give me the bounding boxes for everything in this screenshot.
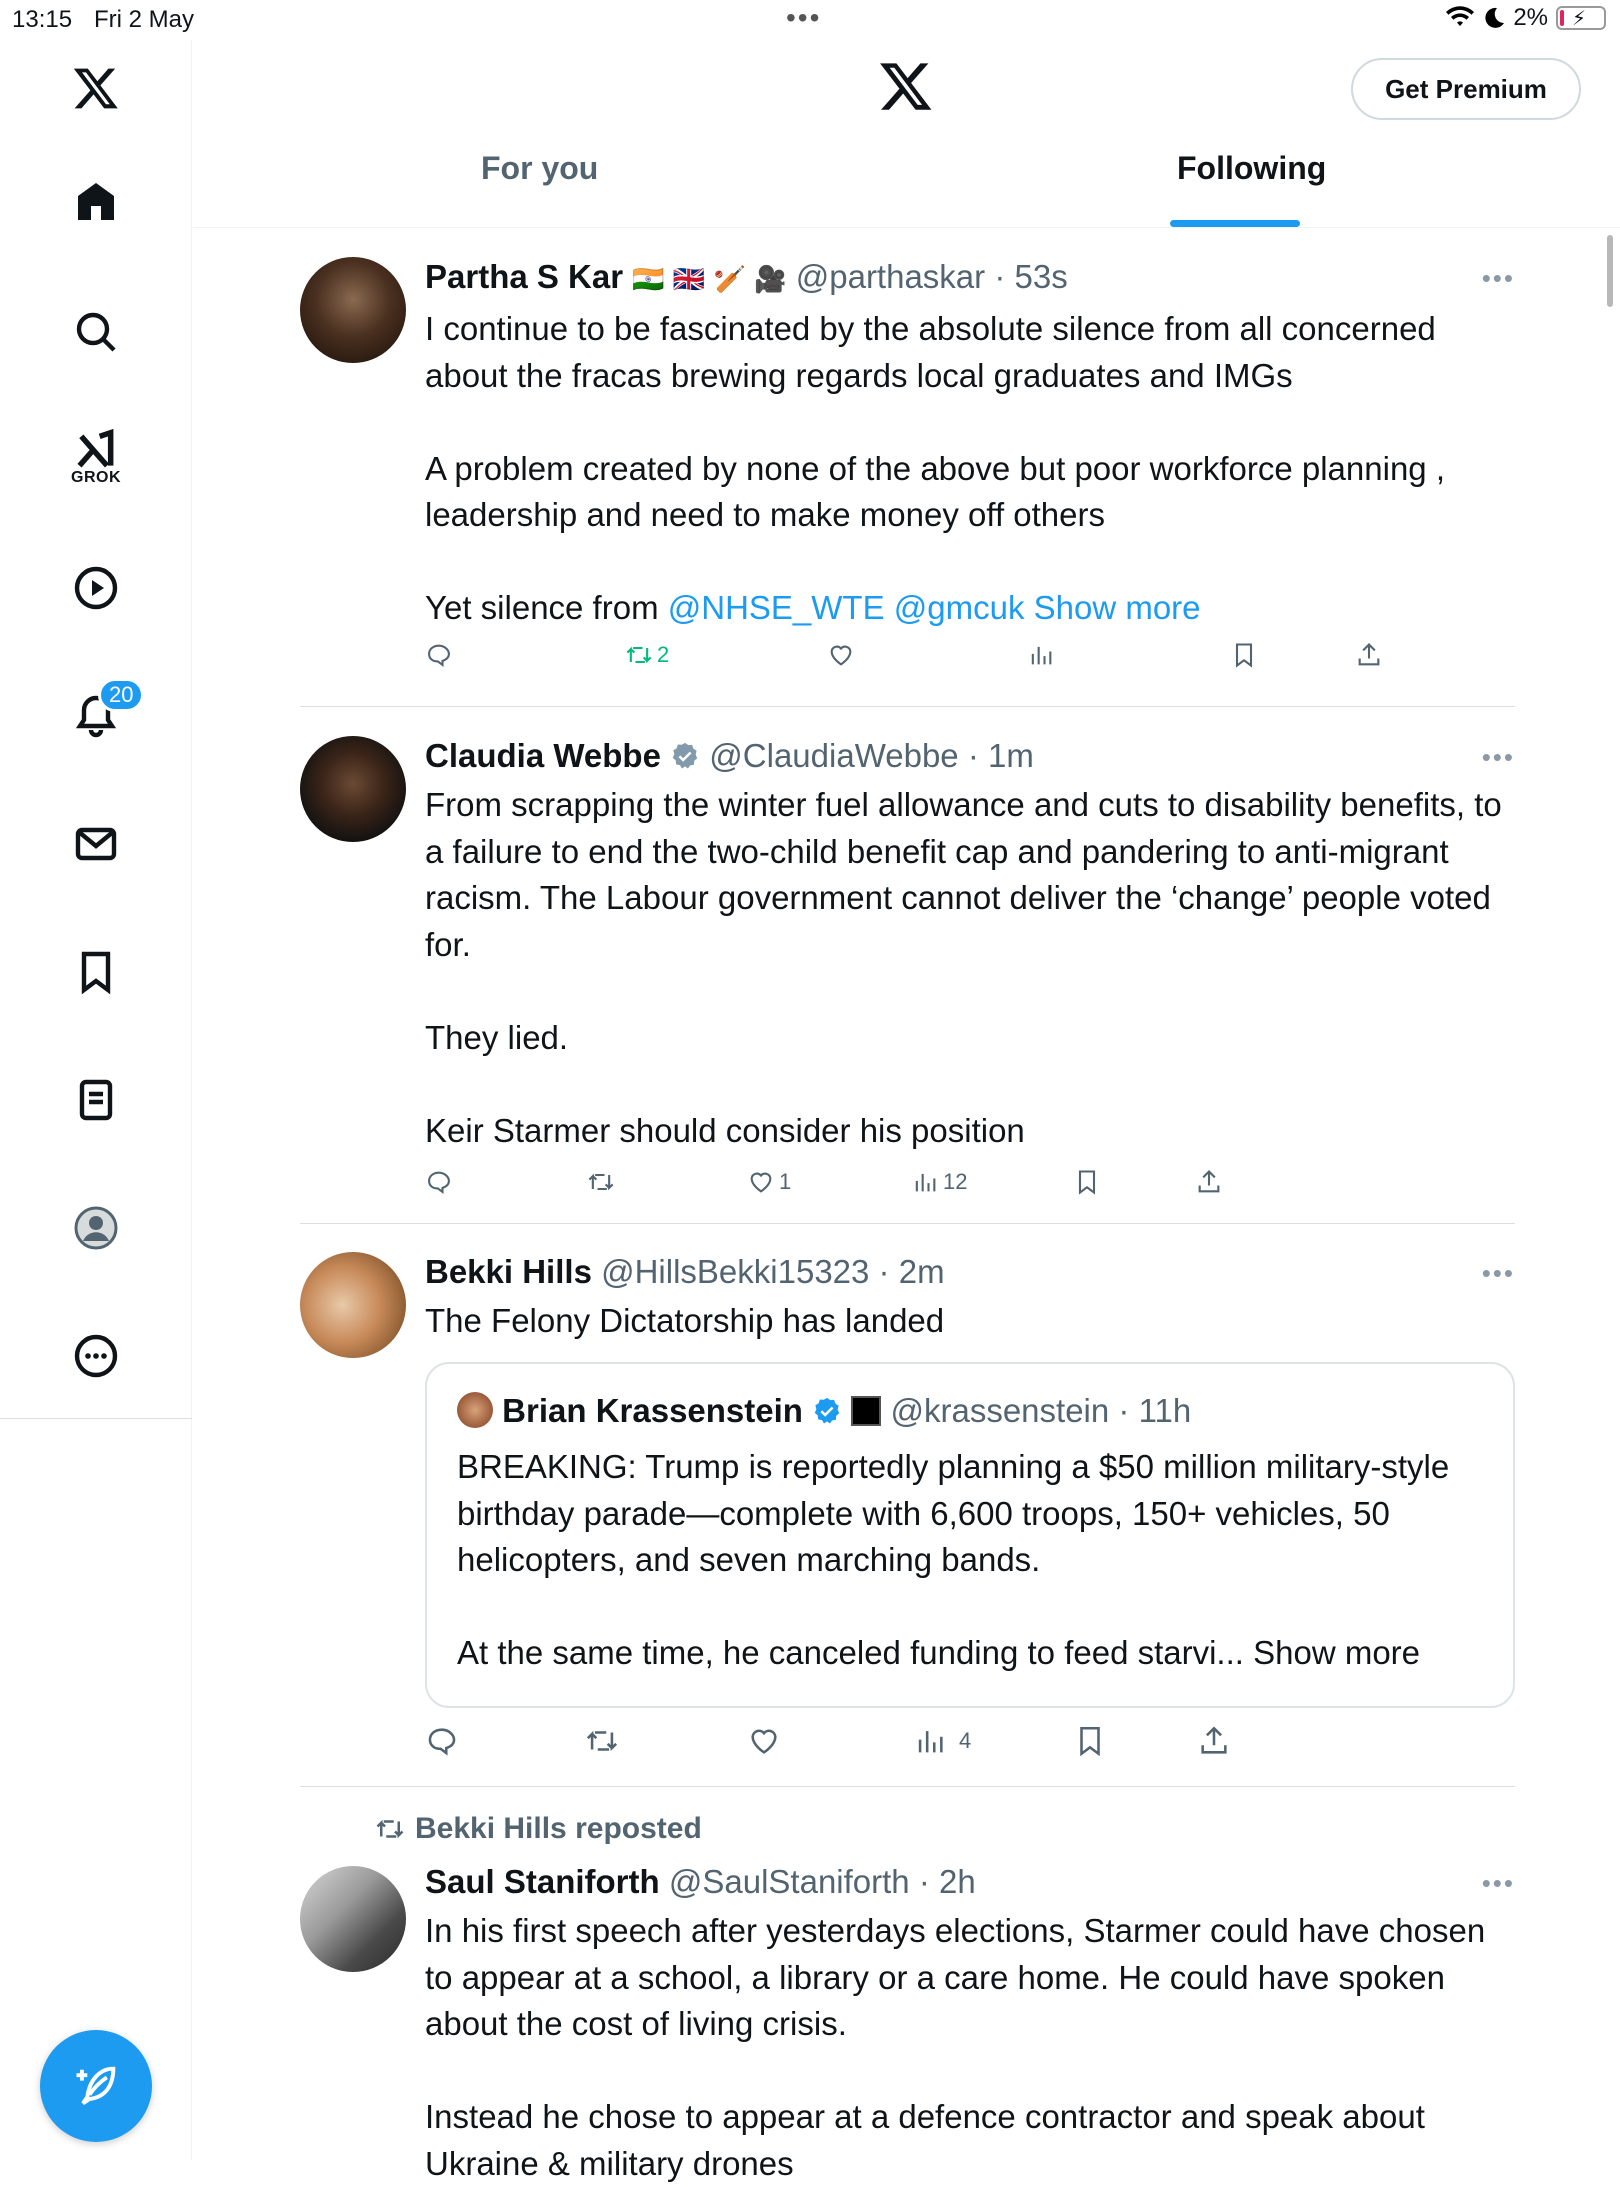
retweet-button[interactable] xyxy=(625,641,669,669)
active-tab-indicator xyxy=(1170,220,1300,227)
views-button[interactable] xyxy=(911,1168,967,1196)
avatar[interactable] xyxy=(300,257,406,363)
tweet[interactable] xyxy=(300,1812,1515,2182)
x-logo-icon xyxy=(878,58,934,114)
author-name[interactable]: Claudia Webbe xyxy=(425,737,661,774)
quote-show-more[interactable]: Show more xyxy=(1253,1634,1421,1671)
tweet-meta: Saul Staniforth @SaulStaniforth · 2h xyxy=(425,1863,976,1900)
battery-icon: ⚡ xyxy=(1556,6,1606,30)
lists-icon[interactable] xyxy=(48,1052,144,1148)
retweet-button[interactable] xyxy=(587,1168,615,1196)
like-button[interactable] xyxy=(747,1168,791,1196)
grok-label: GROK xyxy=(71,469,121,486)
quote-meta: Brian Krassenstein @krassenstein · 11h xyxy=(457,1392,1191,1430)
share-button[interactable] xyxy=(1355,641,1383,669)
retweet-button[interactable] xyxy=(585,1724,619,1758)
bookmark-button[interactable] xyxy=(1073,1724,1107,1758)
share-icon xyxy=(1195,1168,1223,1196)
views-icon xyxy=(911,1168,939,1196)
tweet-text: In his first speech after yesterdays elections, Starmer could have chosen to appear at a school, a library or a care home. He could have spoken about the cost of living crisis. Instead he chose to appear at a defence contractor and speak about Ukraine & military drones xyxy=(425,1912,1486,2182)
tweet-meta: Claudia Webbe @ClaudiaWebbe · 1m xyxy=(425,737,1034,774)
battery-percent: 2% xyxy=(1513,4,1548,31)
notification-badge: 20 xyxy=(98,678,144,712)
tweet-time[interactable]: 2h xyxy=(938,1863,976,1900)
tweet-time[interactable]: 2m xyxy=(898,1253,945,1290)
tweet[interactable] xyxy=(300,255,1515,695)
bookmark-button[interactable] xyxy=(1230,641,1258,669)
tweet-divider xyxy=(300,1223,1515,1224)
tab-for-you[interactable]: For you xyxy=(481,150,599,186)
author-name[interactable]: Saul Staniforth xyxy=(425,1863,660,1900)
tweet-meta: Partha S Kar 🇮🇳 🇬🇧 🏏 🎥 @parthaskar · 53s xyxy=(425,258,1068,295)
avatar[interactable] xyxy=(300,736,406,842)
more-options-icon[interactable]: ••• xyxy=(1481,1868,1515,1898)
more-icon[interactable] xyxy=(48,1308,144,1404)
scrollbar[interactable] xyxy=(1607,235,1613,307)
quote-author-handle: @krassenstein xyxy=(890,1392,1110,1429)
mention-links[interactable]: @NHSE_WTE @gmcuk xyxy=(667,589,1025,626)
author-handle[interactable]: @parthaskar xyxy=(795,258,986,295)
status-time: 13:15 xyxy=(12,6,73,33)
like-button[interactable] xyxy=(827,641,855,669)
view-count: 12 xyxy=(943,1169,968,1194)
quote-body: BREAKING: Trump is reportedly planning a $50 million military-style birthday parade—complete with 6,600 troops, 150+ vehicles, 50 helicopters, and seven marching bands. At the same time, he canceled funding to feed starvi... xyxy=(457,1448,1450,1671)
affiliate-badge-icon xyxy=(851,1396,881,1426)
tweet-divider xyxy=(300,706,1515,707)
verified-blue-icon xyxy=(812,1396,842,1426)
retweet-icon xyxy=(375,1814,405,1844)
tweet[interactable] xyxy=(300,1250,1515,1770)
more-options-icon[interactable]: ••• xyxy=(1481,263,1515,293)
repost-indicator xyxy=(375,1812,702,1846)
bookmarks-icon[interactable] xyxy=(48,924,144,1020)
avatar[interactable] xyxy=(300,1866,406,1972)
notifications-icon[interactable] xyxy=(48,668,144,764)
retweet-icon xyxy=(587,1168,615,1196)
verified-gray-icon xyxy=(670,741,700,771)
messages-icon[interactable] xyxy=(48,796,144,892)
more-options-icon[interactable]: ••• xyxy=(1481,742,1515,772)
author-name[interactable]: Bekki Hills xyxy=(425,1253,592,1290)
reply-button[interactable] xyxy=(425,1168,453,1196)
reply-icon xyxy=(425,1168,453,1196)
tweet-meta: Bekki Hills @HillsBekki15323 · 2m xyxy=(425,1253,945,1290)
bookmark-button[interactable] xyxy=(1073,1168,1101,1196)
heart-icon xyxy=(827,641,855,669)
views-icon xyxy=(1027,641,1055,669)
quoted-tweet[interactable] xyxy=(425,1362,1515,1708)
sidebar-divider xyxy=(0,1418,192,1419)
views-button[interactable] xyxy=(913,1724,971,1758)
get-premium-button[interactable]: Get Premium xyxy=(1351,58,1581,120)
video-icon[interactable] xyxy=(48,540,144,636)
bookmark-icon xyxy=(1073,1168,1101,1196)
name-emoji: 🇮🇳 🇬🇧 🏏 🎥 xyxy=(632,265,787,295)
tweet-text xyxy=(425,306,1515,632)
author-handle[interactable]: @HillsBekki15323 xyxy=(601,1253,870,1290)
sidebar xyxy=(0,40,192,2160)
status-bar xyxy=(0,0,1620,40)
show-more-link[interactable]: Show more xyxy=(1033,589,1201,626)
quote-avatar xyxy=(457,1392,493,1428)
tweet-actions xyxy=(425,641,1425,681)
retweet-count: 2 xyxy=(657,642,670,667)
tweet-time[interactable]: 53s xyxy=(1014,258,1068,295)
tweet-body: I continue to be fascinated by the absolute silence from all concerned about the fracas brewing regards local graduates and IMGs A problem created by none of the above but poor workforce planning , leadership and need to make money off others Yet silence from xyxy=(425,310,1445,626)
reply-button[interactable] xyxy=(425,1724,459,1758)
reply-icon xyxy=(425,641,453,669)
tweet-text: The Felony Dictatorship has landed xyxy=(425,1302,945,1339)
views-icon xyxy=(913,1724,947,1758)
timeline-header xyxy=(193,40,1620,228)
tweet-divider xyxy=(300,1786,1515,1787)
wifi-icon xyxy=(1445,6,1475,30)
more-options-icon[interactable]: ••• xyxy=(1481,1258,1515,1288)
grok-icon[interactable] xyxy=(48,410,144,506)
retweet-icon xyxy=(625,641,653,669)
x-logo-icon[interactable] xyxy=(48,40,144,136)
tab-following[interactable]: Following xyxy=(1177,150,1327,186)
share-button[interactable] xyxy=(1195,1168,1223,1196)
like-button[interactable] xyxy=(747,1724,781,1758)
bookmark-icon xyxy=(1230,641,1258,669)
view-count: 4 xyxy=(959,1728,972,1753)
reply-icon xyxy=(425,1724,459,1758)
repost-label[interactable]: Bekki Hills reposted xyxy=(415,1812,702,1845)
author-handle[interactable]: @SaulStaniforth xyxy=(668,1863,910,1900)
quote-time: 11h xyxy=(1138,1392,1192,1429)
reply-button[interactable] xyxy=(425,641,453,669)
heart-icon xyxy=(747,1724,781,1758)
share-icon xyxy=(1197,1724,1231,1758)
search-icon[interactable] xyxy=(48,284,144,380)
views-button[interactable] xyxy=(1027,641,1055,669)
tweet[interactable] xyxy=(300,734,1515,1214)
tweet-actions xyxy=(425,1168,1425,1208)
tweet-time[interactable]: 1m xyxy=(987,737,1034,774)
author-handle[interactable]: @ClaudiaWebbe xyxy=(709,737,959,774)
author-name[interactable]: Partha S Kar xyxy=(425,258,624,295)
quote-author-name: Brian Krassenstein xyxy=(502,1392,803,1429)
profile-avatar-icon[interactable] xyxy=(48,1180,144,1276)
multitask-dots-icon[interactable]: ••• xyxy=(786,2,822,33)
avatar[interactable] xyxy=(300,1252,406,1358)
moon-icon xyxy=(1483,6,1505,30)
share-button[interactable] xyxy=(1197,1724,1231,1758)
tweet-text: From scrapping the winter fuel allowance and cuts to disability benefits, to a failure to end the two-child benefit cap and pandering to anti-migrant racism. The Labour government cannot deliver the ‘change’ people voted for. They lied. Keir Starmer should consider his position xyxy=(425,786,1502,1149)
like-count: 1 xyxy=(779,1169,792,1194)
heart-icon xyxy=(747,1168,775,1196)
home-icon[interactable] xyxy=(48,154,144,250)
bookmark-icon xyxy=(1073,1724,1107,1758)
quote-text xyxy=(457,1444,1487,1677)
tweet-actions xyxy=(425,1724,1425,1764)
retweet-icon xyxy=(585,1724,619,1758)
status-date: Fri 2 May xyxy=(94,6,195,33)
compose-post-button[interactable] xyxy=(40,2030,152,2142)
share-icon xyxy=(1355,641,1383,669)
status-right xyxy=(1445,4,1606,32)
